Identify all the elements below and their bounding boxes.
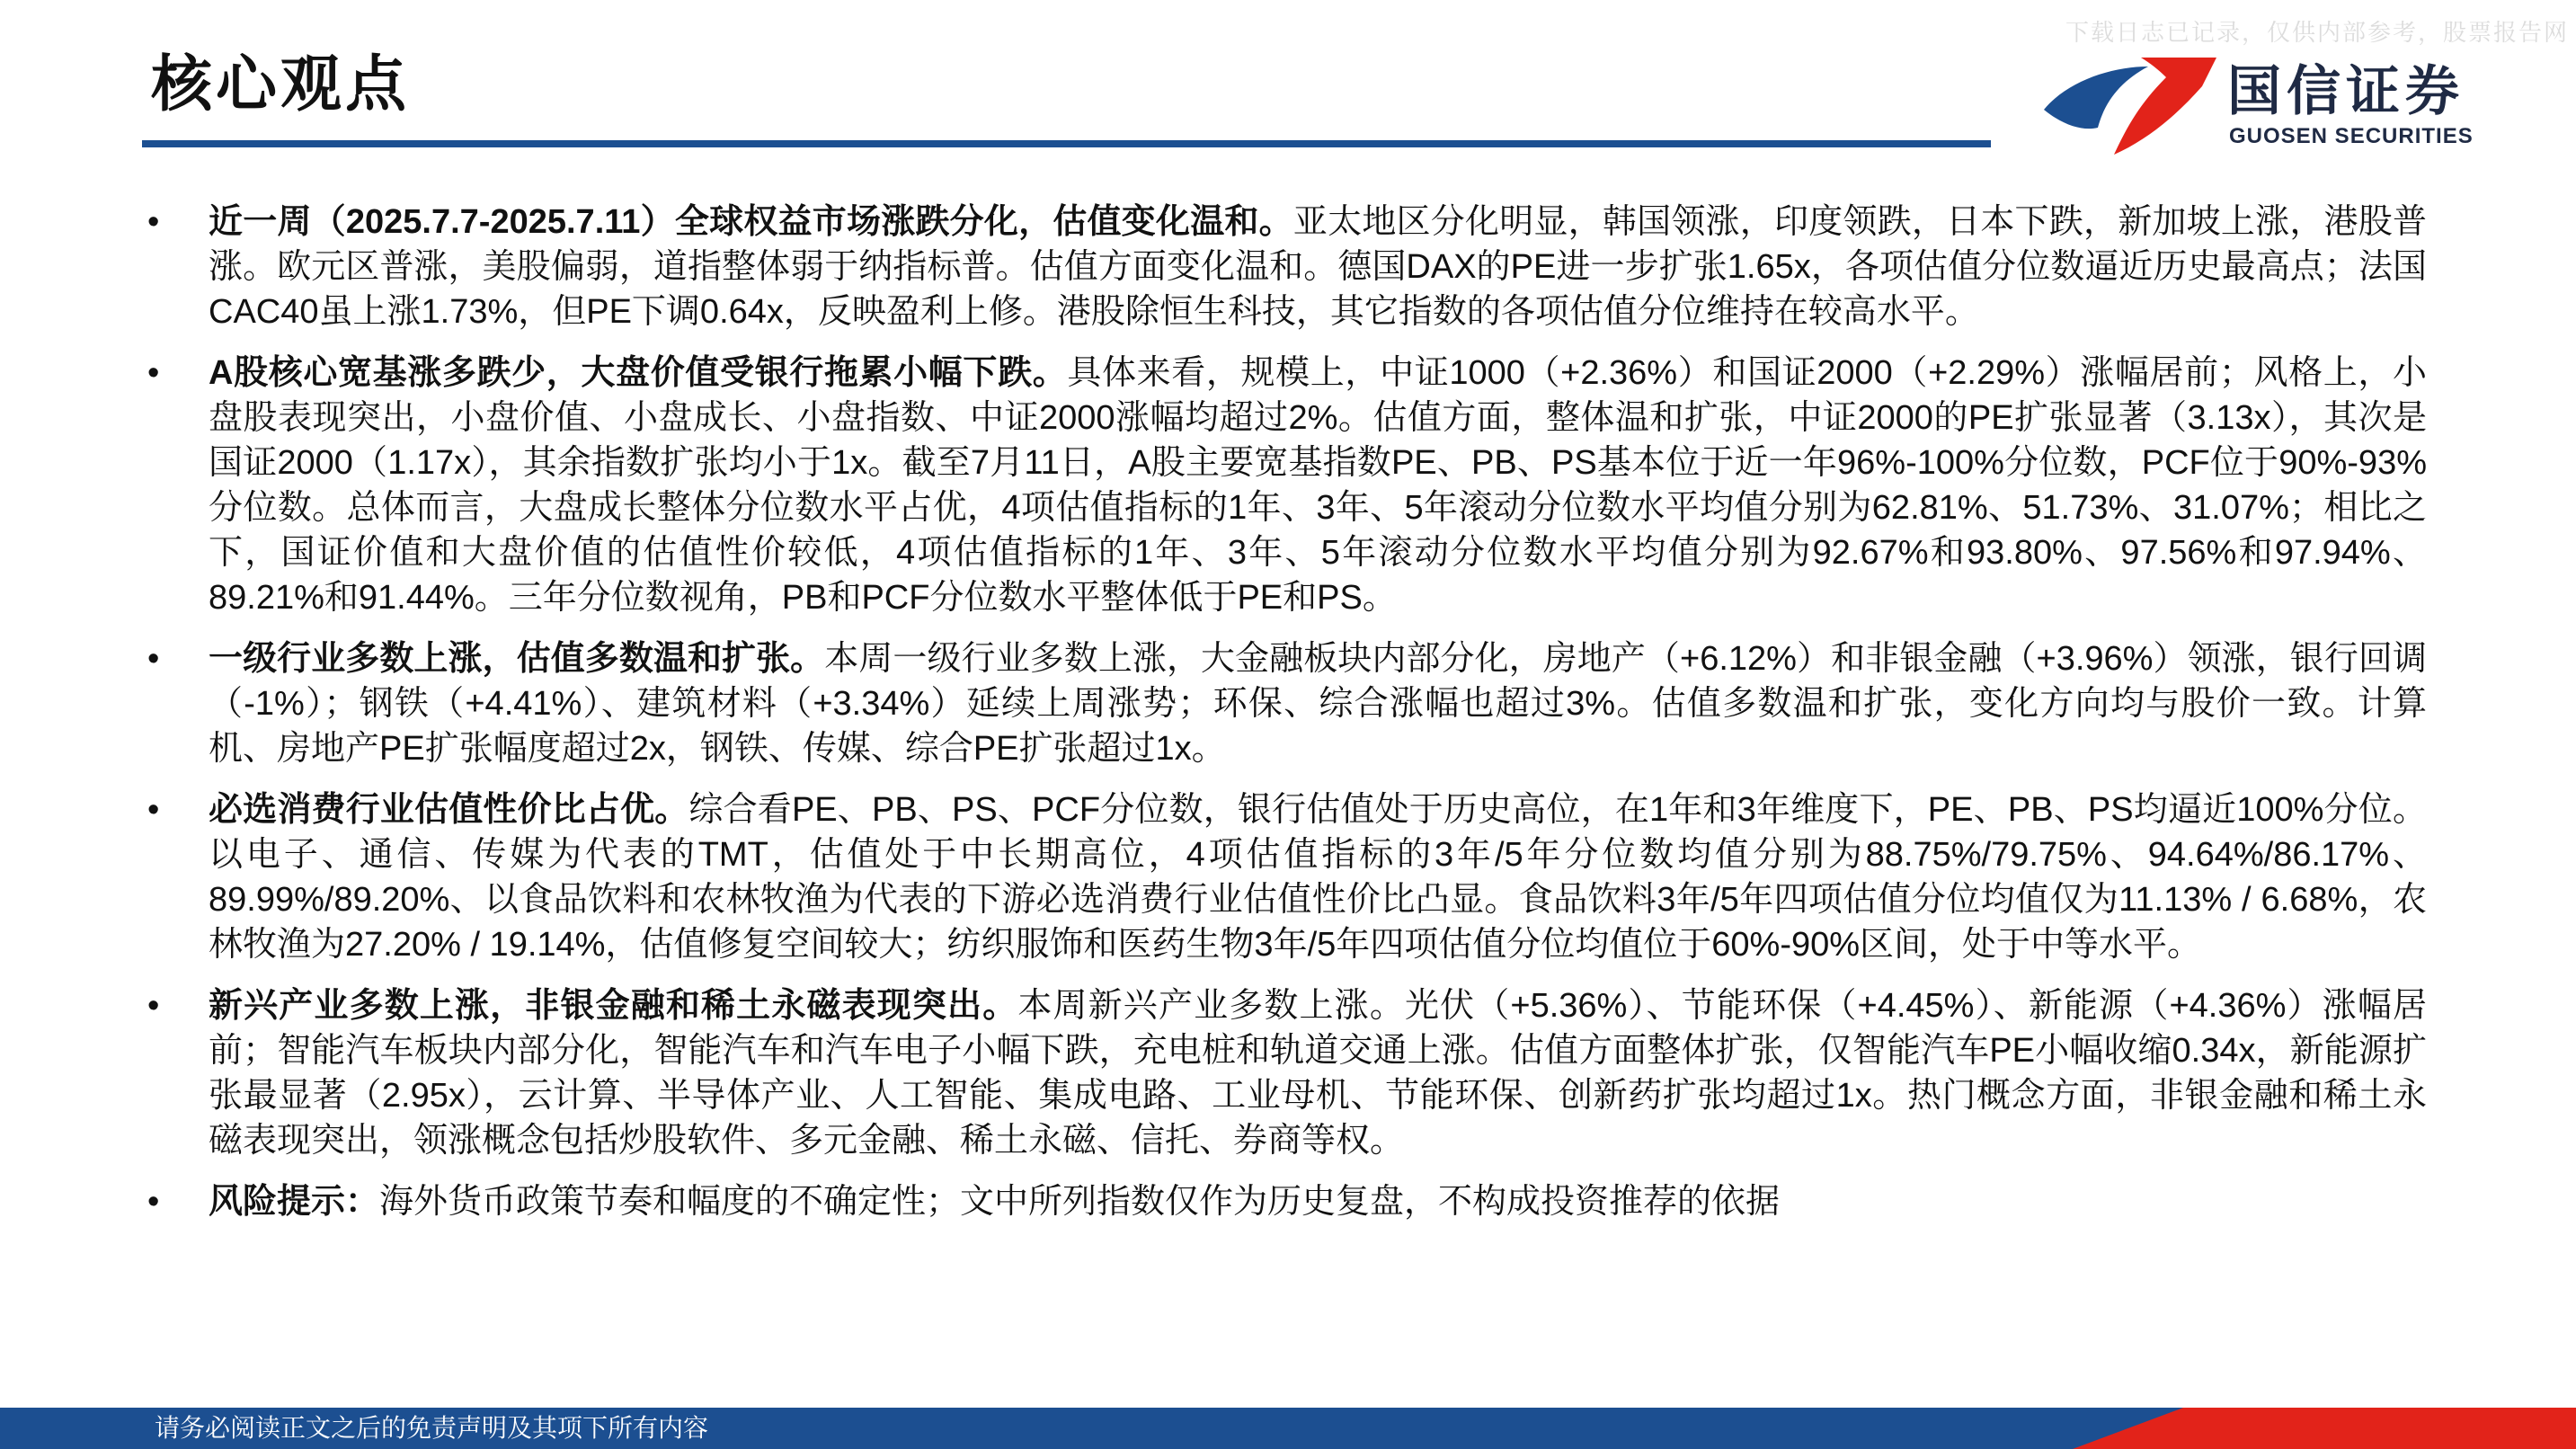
footer-disclaimer: 请务必阅读正文之后的免责声明及其项下所有内容 [155,1414,709,1442]
bullet-dot-icon: • [147,354,160,392]
bullet-lead: 近一周（2025.7.7-2025.7.11）全球权益市场涨跌分化，估值变化温和。 [209,203,1293,241]
list-item [144,200,2427,334]
guosen-logo [2040,54,2474,162]
bullet-body: 本周一级行业多数上涨，大金融板块内部分化，房地产（+6.12%）和非银金融（+3.96%）领涨，银行回调（-1%）；钢铁（+4.41%）、建筑材料（+3.34%）延续上周涨势；环保、综合涨幅也超过3%。估值多数温和扩张，变化方向均与股价一致。计算机、房地产PE扩张幅度超过2x，钢铁、传媒、综合PE扩张超过1x。 [209,640,2427,768]
page-title: 核心观点 [151,50,411,119]
key-points-list [144,200,2427,1240]
bullet-dot-icon: • [147,203,160,241]
list-item [144,787,2427,967]
bullet-lead: A股核心宽基涨多跌少，大盘价值受银行拖累小幅下跌。 [209,354,1068,392]
footer-accent [2073,1408,2576,1449]
logo-name-cn: 国信证券 [2227,61,2465,121]
bullet-lead: 新兴产业多数上涨，非银金融和稀土永磁表现突出。 [209,987,1018,1025]
footer-bar [0,1408,2576,1449]
bullet-dot-icon: • [147,1183,160,1221]
title-divider [142,140,1991,147]
bullet-body: 具体来看，规模上，中证1000（+2.36%）和国证2000（+2.29%）涨幅居前；风格上，小盘股表现突出，小盘价值、小盘成长、小盘指数、中证2000涨幅均超过2%。估值方面，整体温和扩张，中证2000的PE扩张显著（3.13x），其次是国证2000（1.17x），其余指数扩张均小于1x。截至7月11日，A股主要宽基指数PE、PB、PS基本位于近一年96%-100%分位数，PCF位于90%-93%分位数。总体而言，大盘成长整体分位数水平占优，4项估值指标的1年、3年、5年滚动分位数水平均值分别为62.81%、51.73%、31.07%；相比之下，国证价值和大盘价值的估值性价较低，4项估值指标的1年、3年、5年滚动分位数水平均值分别为92.67%和93.80%、97.56%和97.94%、89.21%和91.44%。三年分位数视角，PB和PCF分位数水平整体低于PE和PS。 [209,354,2427,617]
bullet-lead: 必选消费行业估值性价比占优。 [209,791,689,829]
bullet-dot-icon: • [147,791,160,829]
bullet-body: 本周新兴产业多数上涨。光伏（+5.36%）、节能环保（+4.45%）、新能源（+4.36%）涨幅居前；智能汽车板块内部分化，智能汽车和汽车电子小幅下跌，充电桩和轨道交通上涨。估值方面整体扩张，仅智能汽车PE小幅收缩0.34x，新能源扩张最显著（2.95x），云计算、半导体产业、人工智能、集成电路、工业母机、节能环保、创新药扩张均超过1x。热门概念方面，非银金融和稀土永磁表现突出，领涨概念包括炒股软件、多元金融、稀土永磁、信托、券商等权。 [209,987,2427,1160]
list-item [144,351,2427,620]
bullet-body: 亚太地区分化明显，韩国领涨，印度领跌，日本下跌，新加坡上涨，港股普涨。欧元区普涨，美股偏弱，道指整体弱于纳指标普。估值方面变化温和。德国DAX的PE进一步扩张1.65x，各项估值分位数逼近历史最高点；法国CAC40虽上涨1.73%，但PE下调0.64x，反映盈利上修。港股除恒生科技，其它指数的各项估值分位维持在较高水平。 [209,203,2427,331]
watermark-text: 下载日志已记录，仅供内部参考，股票报告网 [2065,19,2569,46]
bullet-body: 海外货币政策节奏和幅度的不确定性；文中所列指数仅作为历史复盘，不构成投资推荐的依据 [379,1183,1781,1221]
list-item [144,636,2427,771]
bullet-dot-icon: • [147,987,160,1025]
bullet-body: 综合看PE、PB、PS、PCF分位数，银行估值处于历史高位，在1年和3年维度下，PE、PB、PS均逼近100%分位。以电子、通信、传媒为代表的TMT，估值处于中长期高位，4项估值指标的3年/5年分位数均值分别为88.75%/79.75%、94.64%/86.17%、89.99%/89.20%、以食品饮料和农林牧渔为代表的下游必选消费行业估值性价比凸显。食品饮料3年/5年四项估值分位均值仅为11.13% / 6.68%，农林牧渔为27.20% / 19.14%，估值修复空间较大；纺织服饰和医药生物3年/5年四项估值分位均值位于60%-90%区间，处于中等水平。 [209,791,2427,964]
bullet-dot-icon: • [147,640,160,678]
guosen-logo-mark-icon [2040,54,2220,162]
bullet-lead: 风险提示： [209,1183,380,1221]
logo-name-en: GUOSEN SECURITIES [2229,124,2474,148]
bullet-lead: 一级行业多数上涨，估值多数温和扩张。 [209,640,825,678]
list-item [144,1179,2427,1224]
list-item [144,983,2427,1163]
